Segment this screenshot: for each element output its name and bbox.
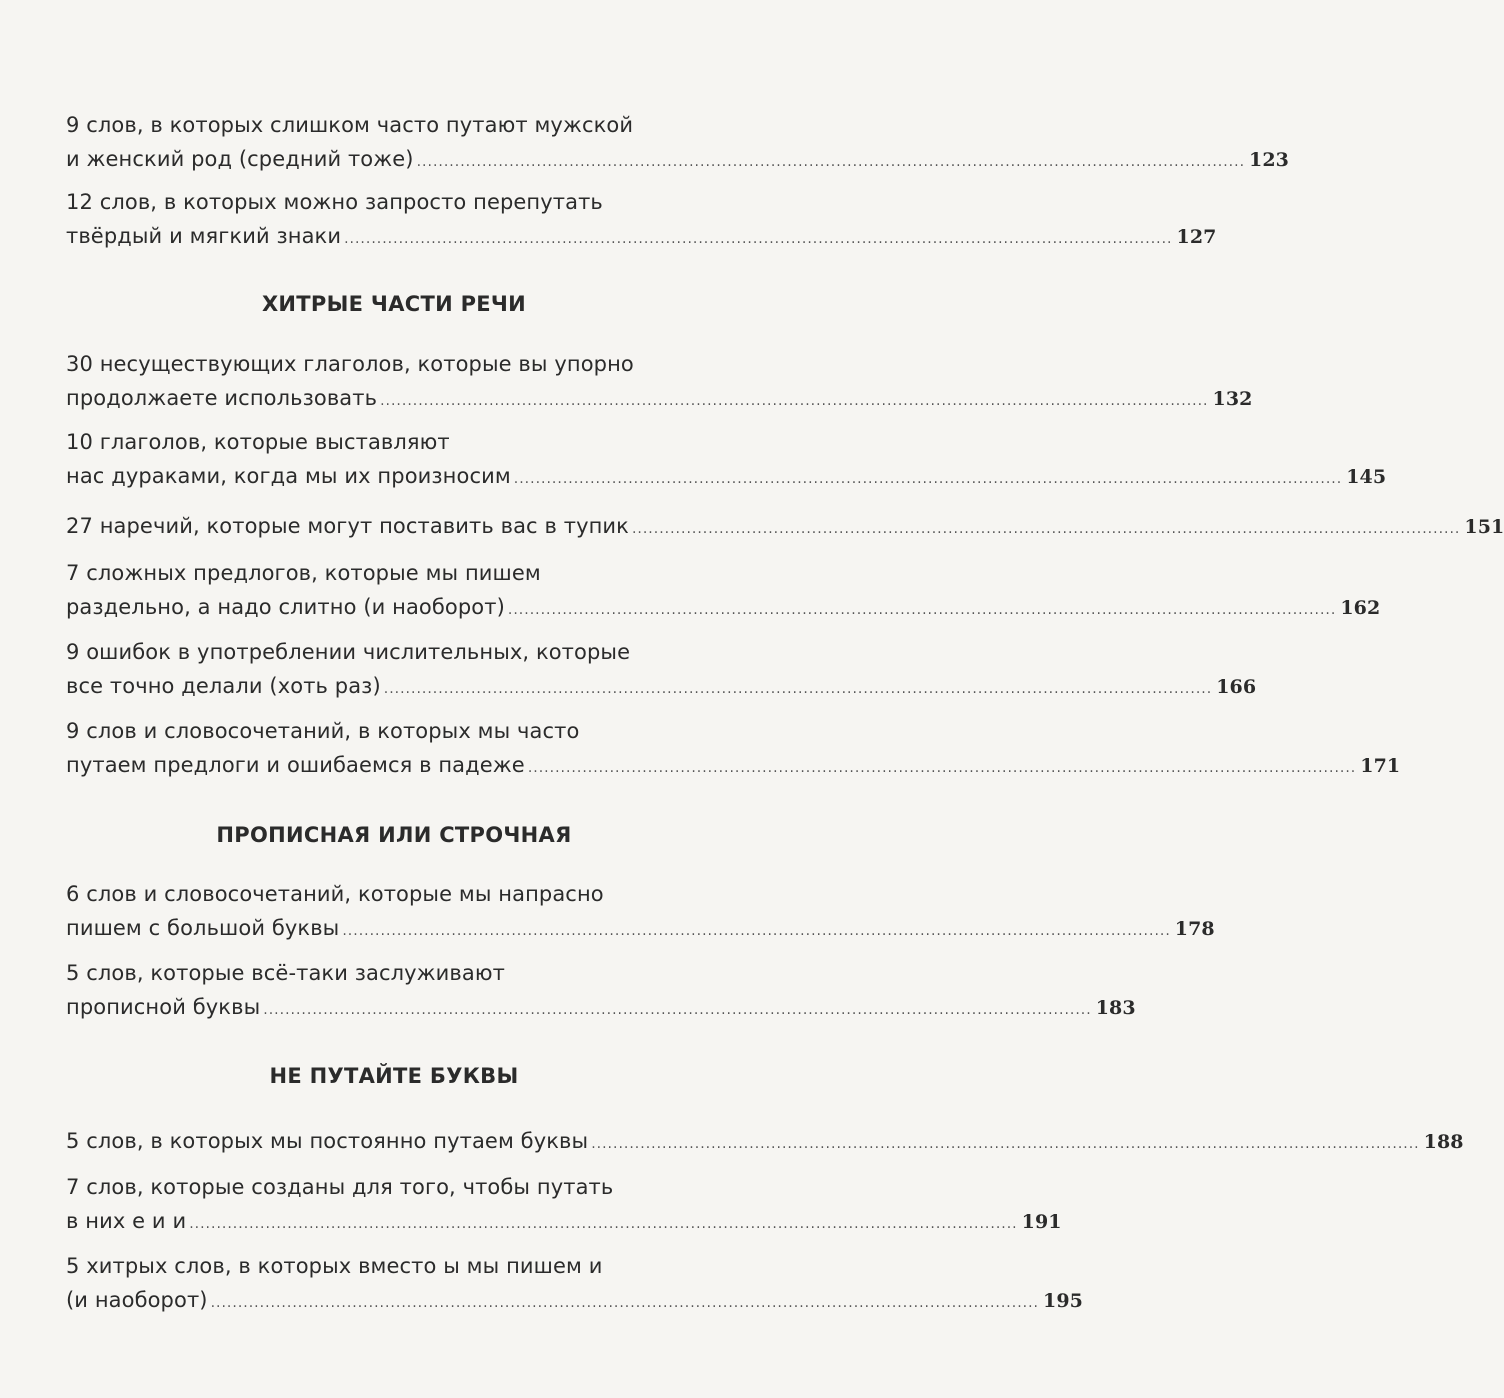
- page-number: 188: [1423, 1131, 1464, 1153]
- page-number: 195: [1043, 1290, 1083, 1312]
- dot-leader: ........................................................................................................................................................: [591, 1136, 1420, 1152]
- toc-entry-line: 9 ошибок в употреблении числительных, которые: [66, 640, 631, 664]
- toc-entry: [66, 108, 1289, 179]
- page-number: 166: [1216, 676, 1257, 698]
- toc-entry: [66, 1170, 1062, 1241]
- toc-entry-line: 12 слов, в которых можно запросто перепутать: [66, 190, 603, 214]
- toc-entry-line: все точно делали (хоть раз): [66, 674, 381, 698]
- dot-leader: ........................................................................................................................................................: [416, 154, 1246, 170]
- toc-entry-line: 9 слов, в которых слишком часто путают мужской: [66, 113, 634, 137]
- toc-entry: [66, 556, 1381, 627]
- toc-entry-line: в них е и и: [66, 1209, 187, 1233]
- toc-entry-line: 9 слов и словосочетаний, в которых мы часто: [66, 719, 580, 743]
- toc-entry-line: 6 слов и словосочетаний, которые мы напрасно: [66, 882, 604, 906]
- dot-leader: ........................................................................................................................................................: [210, 1295, 1040, 1311]
- section-heading: ПРОПИСНАЯ ИЛИ СТРОЧНАЯ: [216, 823, 572, 847]
- toc-entry: [66, 347, 1253, 418]
- page-number: 178: [1174, 918, 1215, 940]
- toc-entry-line: 10 глаголов, которые выставляют: [66, 430, 450, 454]
- table-of-contents: [66, 0, 1504, 1398]
- dot-leader: ........................................................................................................................................................: [263, 1002, 1092, 1018]
- toc-entry: [66, 877, 1215, 948]
- dot-leader: ........................................................................................................................................................: [383, 681, 1213, 697]
- dot-leader: ........................................................................................................................................................: [189, 1216, 1018, 1232]
- dot-leader: ........................................................................................................................................................: [527, 760, 1357, 776]
- dot-leader: ........................................................................................................................................................: [513, 471, 1343, 487]
- toc-entry-line: 5 слов, в которых мы постоянно путаем буквы: [66, 1129, 589, 1153]
- section-heading: ХИТРЫЕ ЧАСТИ РЕЧИ: [261, 292, 527, 316]
- toc-entry-line: 7 сложных предлогов, которые мы пишем: [66, 561, 541, 585]
- dot-leader: ........................................................................................................................................................: [380, 393, 1209, 409]
- toc-entry-line: (и наоборот): [66, 1288, 208, 1312]
- toc-entry: [66, 185, 1217, 256]
- page-number: 127: [1176, 226, 1217, 248]
- page-number: 183: [1095, 997, 1136, 1019]
- section-heading: НЕ ПУТАЙТЕ БУКВЫ: [269, 1064, 519, 1088]
- page-number: 171: [1360, 755, 1401, 777]
- toc-entry: [66, 1249, 1083, 1320]
- page-number: 162: [1340, 597, 1381, 619]
- toc-entry: [66, 635, 1257, 706]
- toc-entry: [66, 956, 1136, 1027]
- toc-entry-line: раздельно, а надо слитно (и наоборот): [66, 595, 505, 619]
- page-number: 145: [1346, 466, 1387, 488]
- toc-entry-line: 7 слов, которые созданы для того, чтобы путать: [66, 1175, 614, 1199]
- toc-entry-line: и женский род (средний тоже): [66, 147, 414, 171]
- page-number: 191: [1021, 1211, 1062, 1233]
- toc-entry-line: путаем предлоги и ошибаемся в падеже: [66, 753, 525, 777]
- toc-entry-line: нас дураками, когда мы их произносим: [66, 464, 511, 488]
- toc-entry-line: прописной буквы: [66, 995, 261, 1019]
- page-number: 132: [1212, 388, 1253, 410]
- toc-entry: [66, 509, 1504, 546]
- dot-leader: ........................................................................................................................................................: [631, 521, 1461, 537]
- toc-entry: [66, 714, 1401, 785]
- dot-leader: ........................................................................................................................................................: [507, 602, 1337, 618]
- toc-entry-line: пишем с большой буквы: [66, 916, 340, 940]
- toc-entry-line: 5 слов, которые всё-таки заслуживают: [66, 961, 505, 985]
- page-number: 151: [1464, 516, 1504, 538]
- toc-entry-line: 27 наречий, которые могут поставить вас в тупик: [66, 514, 629, 538]
- toc-entry: [66, 425, 1387, 496]
- toc-entry-line: 5 хитрых слов, в которых вместо ы мы пишем и: [66, 1254, 603, 1278]
- toc-entry: [66, 1124, 1464, 1161]
- toc-entry-line: продолжаете использовать: [66, 386, 378, 410]
- dot-leader: ........................................................................................................................................................: [342, 923, 1171, 939]
- page-number: 123: [1249, 149, 1289, 171]
- dot-leader: ........................................................................................................................................................: [344, 231, 1173, 247]
- toc-entry-line: 30 несуществующих глаголов, которые вы упорно: [66, 352, 634, 376]
- toc-entry-line: твёрдый и мягкий знаки: [66, 224, 342, 248]
